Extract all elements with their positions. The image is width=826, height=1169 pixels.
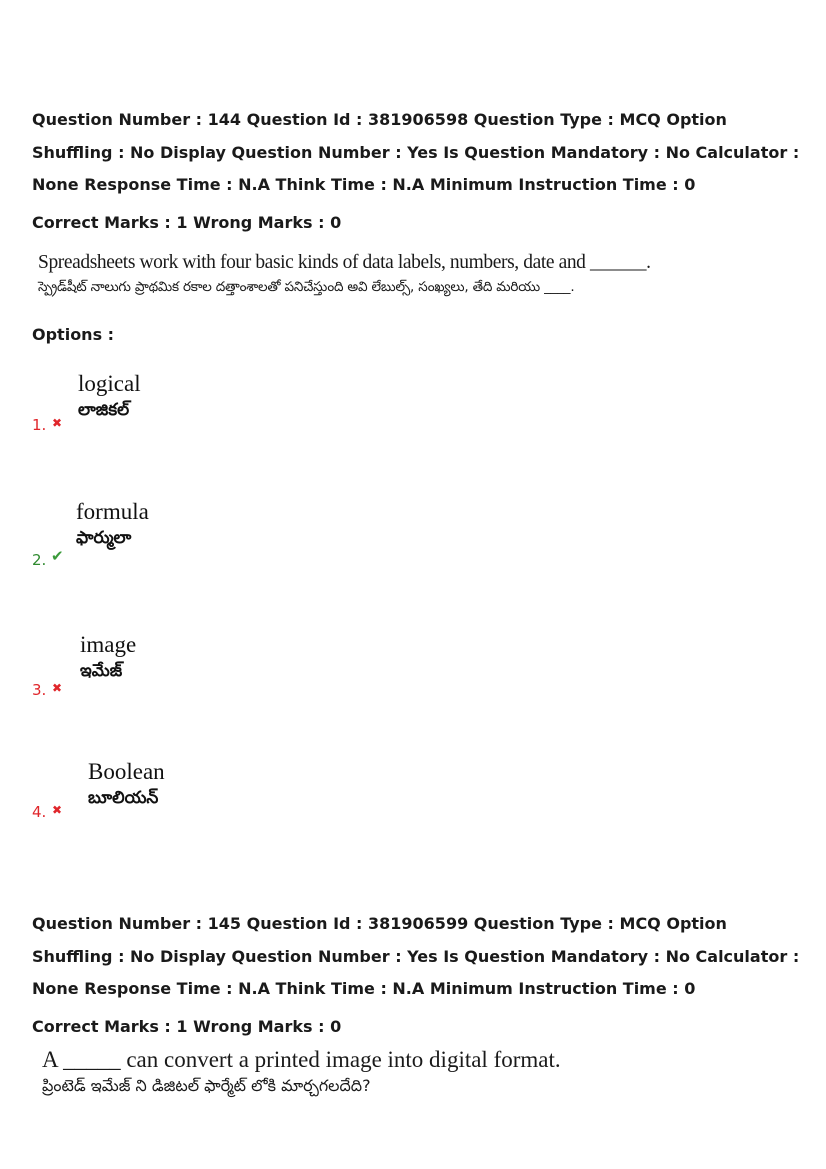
question-text-image bbox=[42, 1046, 561, 1098]
options-label: Options : bbox=[32, 325, 115, 344]
option-3-english: image bbox=[80, 632, 137, 657]
option-1-number: 1. bbox=[32, 416, 47, 434]
question-text-telugu: ప్రింటెడ్ ఇమేజ్ ని డిజిటల్ ఫార్మేట్ లోకి మార్చగలదేది? bbox=[42, 1076, 371, 1095]
option-2-image[interactable] bbox=[76, 498, 149, 550]
question-marks: Correct Marks : 1 Wrong Marks : 0 bbox=[32, 213, 342, 232]
question-marks: Correct Marks : 1 Wrong Marks : 0 bbox=[32, 1017, 342, 1036]
cross-icon: ✖ bbox=[52, 803, 63, 817]
option-1-telugu: లాజికల్ bbox=[78, 400, 130, 420]
question-text-image bbox=[38, 250, 651, 298]
option-3-telugu: ఇమేజ్ bbox=[80, 661, 123, 681]
option-3-image[interactable] bbox=[80, 631, 136, 683]
option-2-english: formula bbox=[76, 499, 149, 524]
option-4-number: 4. bbox=[32, 803, 47, 821]
option-1-english: logical bbox=[78, 371, 141, 396]
option-3-number: 3. bbox=[32, 681, 47, 699]
question-text-telugu: స్ప్రెడ్‌షీట్ నాలుగు ప్రాథమిక రకాల దత్తాంశాలతో పనిచేస్తుంది అవి లేబుల్స్, సంఖ్యలు, తేది మరియు ____. bbox=[38, 279, 575, 295]
cross-icon: ✖ bbox=[52, 681, 63, 695]
option-4-english: Boolean bbox=[88, 759, 165, 784]
option-2-number: 2. bbox=[32, 551, 47, 569]
question-meta: Question Number : 144 Question Id : 381906598 Question Type : MCQ Option Shuffling : No Display Question Number : Yes Is Question Mandatory : No Calculator : None Response Time : N.A Think Time : N.A Minimum Instruction Time : 0 bbox=[32, 110, 800, 194]
question-text-english: A _____ can convert a printed image into digital format. bbox=[42, 1047, 561, 1072]
option-4-telugu: బూలియన్ bbox=[88, 788, 159, 808]
option-2-telugu: ఫార్ములా bbox=[76, 528, 132, 548]
check-icon: ✔ bbox=[51, 547, 64, 565]
question-text-english: Spreadsheets work with four basic kinds of data labels, numbers, date and ______. bbox=[38, 252, 651, 273]
option-4-image[interactable] bbox=[88, 758, 165, 810]
cross-icon: ✖ bbox=[52, 416, 63, 430]
option-1-image[interactable] bbox=[78, 370, 141, 422]
question-meta: Question Number : 145 Question Id : 381906599 Question Type : MCQ Option Shuffling : No Display Question Number : Yes Is Question Mandatory : No Calculator : None Response Time : N.A Think Time : N.A Minimum Instruction Time : 0 bbox=[32, 914, 800, 998]
